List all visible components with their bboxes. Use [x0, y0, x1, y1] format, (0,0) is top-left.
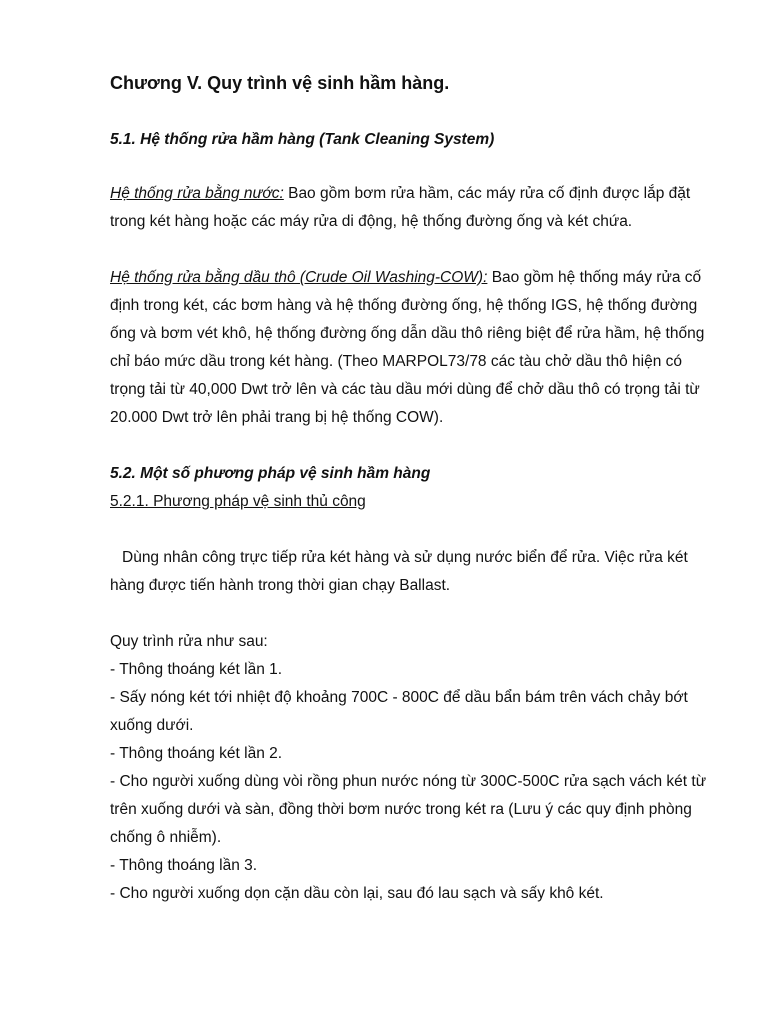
chapter-title: Chương V. Quy trình vệ sinh hầm hàng. — [110, 73, 450, 93]
procedure-step: - Cho người xuống dùng vòi rồng phun nước nóng từ 300C-500C rửa sạch vách két từ trên xuống dưới và sàn, đồng thời bơm nước trong két ra (Lưu ý các quy định phòng chống ô nhiễm). — [110, 773, 707, 846]
procedure-title: Quy trình rửa như sau: — [110, 633, 268, 650]
subsection-heading-5-2-1: 5.2.1. Phương pháp vệ sinh thủ công — [110, 493, 366, 510]
procedure-step: - Sấy nóng két tới nhiệt độ khoảng 700C - 800C để dầu bẩn bám trên vách chảy bớt xuống dưới. — [110, 689, 688, 734]
procedure-step: - Cho người xuống dọn cặn dầu còn lại, sau đó lau sạch và sấy khô két. — [110, 885, 604, 902]
water-washing-description: Bao gồm bơm rửa hầm, các máy rửa cố định được lắp đặt trong két hàng hoặc các máy rửa di động, hệ thống đường ống và két chứa. — [110, 185, 691, 230]
cow-term: Hệ thống rửa bằng dầu thô (Crude Oil Washing-COW): — [110, 269, 488, 286]
cow-paragraph — [110, 264, 710, 432]
procedure-step: - Thông thoáng két lần 2. — [110, 745, 283, 762]
section-heading-5-1: 5.1. Hệ thống rửa hầm hàng (Tank Cleaning System) — [110, 131, 495, 148]
water-washing-term: Hệ thống rửa bằng nước: — [110, 185, 284, 202]
procedure-steps — [110, 656, 710, 908]
manual-method-intro: Dùng nhân công trực tiếp rửa két hàng và sử dụng nước biển để rửa. Việc rửa két hàng được tiến hành trong thời gian chạy Ballast. — [110, 549, 688, 594]
document-page — [110, 70, 710, 908]
water-washing-paragraph — [110, 180, 710, 236]
cow-description: Bao gồm hệ thống máy rửa cố định trong két, các bơm hàng và hệ thống đường ống, hệ thống IGS, hệ thống đường ống và bơm vét khô, hệ thống đường ống dẫn dầu thô riêng biệt để rửa hầm, hệ thống chỉ báo mức dầu trong két hàng. (Theo MARPOL73/78 các tàu chở dầu thô hiện có trọng tải từ 40,000 Dwt trở lên và các tàu dầu mới dùng để chở dầu thô có trọng tải từ 20.000 Dwt trở lên phải trang bị hệ thống COW). — [110, 269, 705, 426]
section-heading-5-2: 5.2. Một số phương pháp vệ sinh hầm hàng — [110, 465, 431, 482]
procedure-step: - Thông thoáng két lần 1. — [110, 661, 283, 678]
procedure-step: - Thông thoáng lần 3. — [110, 857, 258, 874]
